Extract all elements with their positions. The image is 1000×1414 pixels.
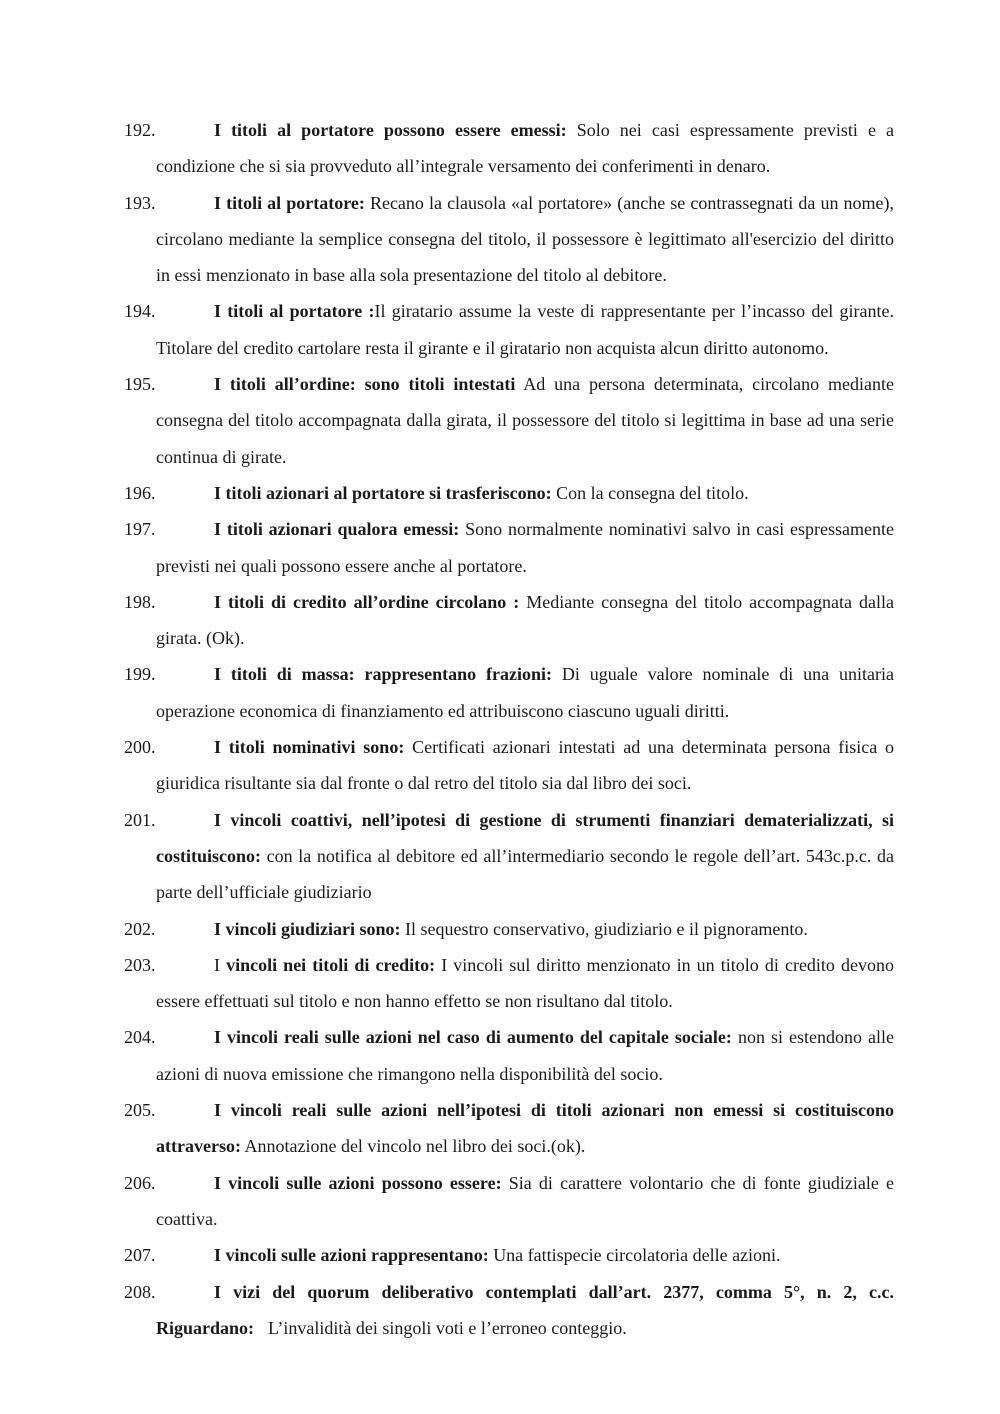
entry-number: 195. (124, 374, 156, 395)
entry-term: I titoli all’ordine: sono titoli intestati (214, 374, 516, 395)
entry-term: I titoli nominativi sono: (214, 737, 405, 758)
entry-number: 193. (124, 192, 156, 213)
entry-definition: Sia di carattere volontario che di fonte giudiziale e coattiva. (156, 1172, 894, 1229)
entry-prefix: I (214, 954, 227, 975)
entry-term: I titoli al portatore: (214, 192, 365, 213)
list-item (124, 112, 894, 185)
entry-definition: Annotazione del vincolo nel libro dei soci.(ok). (240, 1136, 586, 1157)
entry-term: I titoli di massa: rappresentano frazioni: (214, 664, 553, 685)
entry-definition: Recano la clausola «al portatore» (anche se contrassegnati da un nome), circolano mediante la semplice consegna del titolo, il possessore è legittimato all'esercizio del diritto in essi menzionato in base alla sola presentazione del titolo al debitore. (156, 192, 895, 286)
entry-term: I vincoli coattivi, nell’ipotesi di gestione di strumenti finanziari dematerializzati, si costituiscono: (156, 809, 894, 866)
list-item (124, 911, 894, 947)
entry-number: 199. (124, 664, 156, 685)
entry-number: 198. (124, 591, 156, 612)
entry-number: 205. (124, 1100, 156, 1121)
list-item (124, 1274, 894, 1347)
list-item (124, 1165, 894, 1238)
list-item (124, 475, 894, 511)
entry-definition: L’invalidità dei singoli voti e l’erroneo conteggio. (268, 1317, 627, 1338)
entry-term: I vizi del quorum deliberativo contemplati dall’art. 2377, comma 5°, n. 2, c.c. Riguardano: (156, 1281, 894, 1338)
entry-definition: Solo nei casi espressamente previsti e a condizione che si sia provveduto all’integrale versamento dei conferimenti in denaro. (156, 120, 894, 177)
entry-number: 203. (124, 954, 156, 975)
entry-list (124, 112, 894, 1346)
entry-definition: Sono normalmente nominativi salvo in casi espressamente previsti nei quali possono essere anche al portatore. (156, 519, 894, 576)
entry-number: 200. (124, 737, 156, 758)
list-item (124, 729, 894, 802)
entry-term: vincoli nei titoli di credito: (226, 954, 436, 975)
list-item (124, 366, 894, 475)
list-item (124, 1092, 894, 1165)
entry-term: I titoli al portatore : (214, 301, 375, 322)
entry-definition: Ad una persona determinata, circolano mediante consegna del titolo accompagnata dalla girata, il possessore del titolo si legittima in base ad una serie continua di girate. (156, 374, 894, 467)
entry-number: 196. (124, 482, 156, 503)
entry-number: 208. (124, 1281, 156, 1302)
list-item (124, 584, 894, 657)
entry-number: 192. (124, 120, 156, 140)
entry-definition: Di uguale valore nominale di una unitaria operazione economica di finanziamento ed attribuiscono ciascuno uguali diritti. (156, 664, 894, 721)
entry-definition: Il giratario assume la veste di rappresentante per l’incasso del girante. Titolare del credito cartolare resta il girante e il giratario non acquista alcun diritto autonomo. (156, 301, 894, 358)
entry-number: 197. (124, 519, 156, 540)
list-item (124, 185, 894, 294)
entry-definition: Il sequestro conservativo, giudiziario e il pignoramento. (400, 918, 808, 939)
entry-number: 202. (124, 918, 156, 939)
entry-term: I vincoli sulle azioni rappresentano: (214, 1245, 489, 1266)
list-item (124, 511, 894, 584)
entry-term: I titoli azionari qualora emessi: (214, 519, 460, 540)
list-item (124, 1019, 894, 1092)
list-item (124, 802, 894, 911)
entry-number: 207. (124, 1245, 156, 1266)
entry-number: 194. (124, 301, 156, 322)
entry-definition: non si estendono alle azioni di nuova emissione che rimangono nella disponibilità del socio. (156, 1027, 894, 1084)
list-item (124, 656, 894, 729)
entry-term: I vincoli giudiziari sono: (214, 918, 401, 939)
entry-definition: Una fattispecie circolatoria delle azioni. (488, 1245, 781, 1266)
entry-definition: con la notifica al debitore ed all’intermediario secondo le regole dell’art. 543c.p.c. da parte dell’ufficiale giudiziario (156, 845, 894, 903)
entry-number: 201. (124, 809, 156, 830)
entry-term: I titoli azionari al portatore si trasferiscono: (214, 482, 552, 503)
entry-definition: Con la consegna del titolo. (551, 482, 749, 503)
entry-definition: Certificati azionari intestati ad una determinata persona fisica o giuridica risultante sia dal fronte o dal retro del titolo sia dal libro dei soci. (156, 737, 894, 794)
list-item (124, 293, 894, 366)
entry-term: I vincoli reali sulle azioni nel caso di aumento del capitale sociale: (214, 1027, 732, 1048)
entry-term: I vincoli reali sulle azioni nell’ipotesi di titoli azionari non emessi si costituiscono attraverso: (156, 1100, 894, 1157)
entry-term: I titoli di credito all’ordine circolano : (214, 591, 520, 612)
entry-number: 204. (124, 1027, 156, 1048)
list-item (124, 947, 894, 1020)
entry-definition: Mediante consegna del titolo accompagnata dalla girata. (Ok). (156, 591, 894, 649)
entry-term: I titoli al portatore possono essere emessi: (214, 120, 567, 140)
entry-number: 206. (124, 1172, 156, 1193)
entry-definition: I vincoli sul diritto menzionato in un titolo di credito devono essere effettuati sul titolo e non hanno effetto se non risultano dal titolo. (156, 954, 895, 1012)
list-item (124, 1237, 894, 1273)
entry-term: I vincoli sulle azioni possono essere: (214, 1172, 502, 1193)
